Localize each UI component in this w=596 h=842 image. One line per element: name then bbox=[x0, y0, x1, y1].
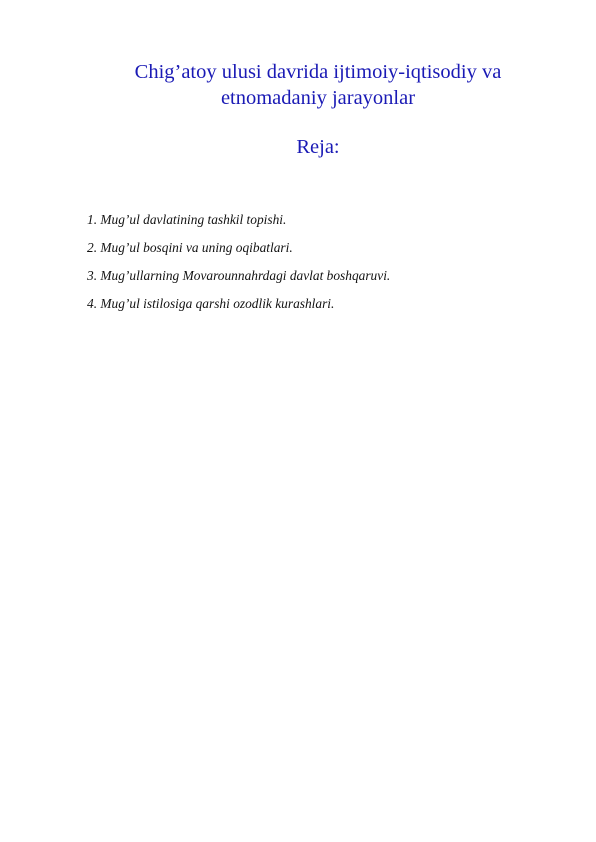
plan-item: 4. Mug’ul istilosiga qarshi ozodlik kurashlari. bbox=[87, 296, 335, 311]
plan-item: 1. Mug’ul davlatining tashkil topishi. bbox=[87, 212, 287, 227]
document-title bbox=[118, 59, 518, 111]
plan-heading: Reja: bbox=[296, 136, 340, 158]
plan-item: 3. Mug’ullarning Movarounnahrdagi davlat boshqaruvi. bbox=[87, 268, 391, 283]
title-line-1: Chig’atoy ulusi davrida ijtimoiy-iqtisodiy va bbox=[134, 61, 502, 83]
title-line-2: etnomadaniy jarayonlar bbox=[220, 87, 416, 109]
plan-list bbox=[87, 206, 390, 318]
plan-item: 2. Mug’ul bosqini va uning oqibatlari. bbox=[87, 240, 293, 255]
